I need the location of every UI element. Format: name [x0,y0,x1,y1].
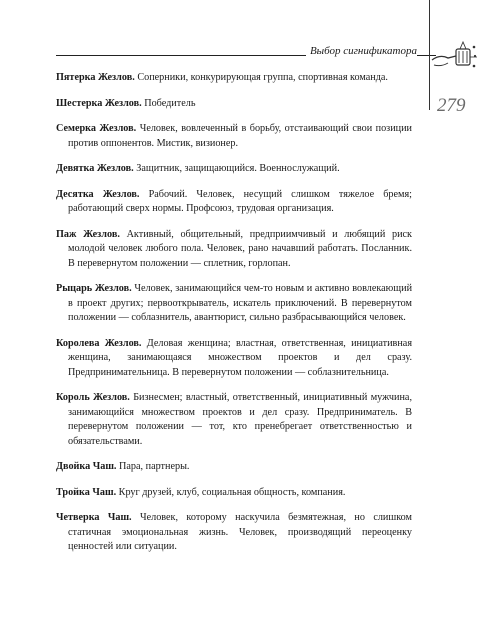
entry-text: Человек, которому наскучила безмятежная, но слишком статичная эмоциональная жизнь. Человек, производящий переоценку ценностей или ситуации. [68,512,412,552]
entry-title: Девятка Жезлов. [56,163,134,174]
entry-text: Рабочий. Человек, несущий слишком тяжелое бремя; работающий сверх нормы. Профсоюз, трудовая организация. [68,188,413,214]
entry-two-of-cups [56,460,412,475]
entry-nine-of-wands [56,162,412,177]
entry-text: Защитник, защищающийся. Военнослужащий. [136,163,340,174]
entry-text: Круг друзей, клуб, социальная общность, компания. [118,486,346,498]
entry-text: Соперники, конкурирующая группа, спортивная команда. [137,72,388,83]
running-title: Выбор сигнификатора [306,45,417,57]
entry-text: Победитель [144,97,196,109]
entry-text: Человек, занимающийся чем-то новым и активно вовлекающий в проект других; первооткрыватель, искатель приключений. В перевернутом положении — соблазнитель, авантюрист, сильно разбрасывающийся человек. [68,283,413,323]
entry-three-of-cups [56,486,412,501]
entry-title: Четверка Чаш. [56,512,132,523]
entry-text: Пара, партнеры. [119,461,190,472]
entry-five-of-wands [56,71,412,86]
entry-text: Человек, вовлеченный в борьбу, отстаивающий свои позиции против оппонентов. Мистик, визионер. [68,123,413,149]
entry-title: Шестерка Жезлов. [56,97,142,109]
entry-title: Тройка Чаш. [56,486,117,498]
entry-title: Паж Жезлов. [56,228,120,240]
entry-title: Король Жезлов. [56,392,130,403]
entry-title: Семерка Жезлов. [56,123,137,134]
entry-page-of-wands [56,228,412,272]
entry-six-of-wands [56,97,412,112]
entry-title: Пятерка Жезлов. [56,72,135,83]
entry-knight-of-wands [56,282,412,326]
entry-queen-of-wands [56,337,412,381]
entry-text: Деловая женщина; властная, ответственная, инициативная женщина, занимающаяся множеством проектов и дел сразу. Предпринимательница. В перевернутом положении — соблазнительница. [68,337,412,378]
wand-ornament-icon [430,40,478,80]
entry-title: Двойка Чаш. [56,461,117,472]
entry-text: Активный, общительный, предприимчивый и любящий риск молодой человек любого пола. Человек, рано начавший работать. Посланник. В перевернутом положении — сплетник, горлопан. [68,228,413,269]
entry-four-of-cups [56,511,412,555]
entry-ten-of-wands [56,188,412,217]
entry-title: Рыцарь Жезлов. [56,283,132,294]
significator-list [56,71,412,566]
entry-seven-of-wands [56,122,412,151]
entry-title: Десятка Жезлов. [56,188,140,200]
entry-title: Королева Жезлов. [56,337,142,349]
entry-king-of-wands [56,391,412,449]
entry-text: Бизнесмен; властный, ответственный, инициативный мужчина, занимающийся множеством проектов и дел сразу. Предприниматель. В перевернутом положении — тот, кто пренебрегает ответственностью и обязательствами. [68,392,412,447]
page-number: 279 [437,95,466,116]
